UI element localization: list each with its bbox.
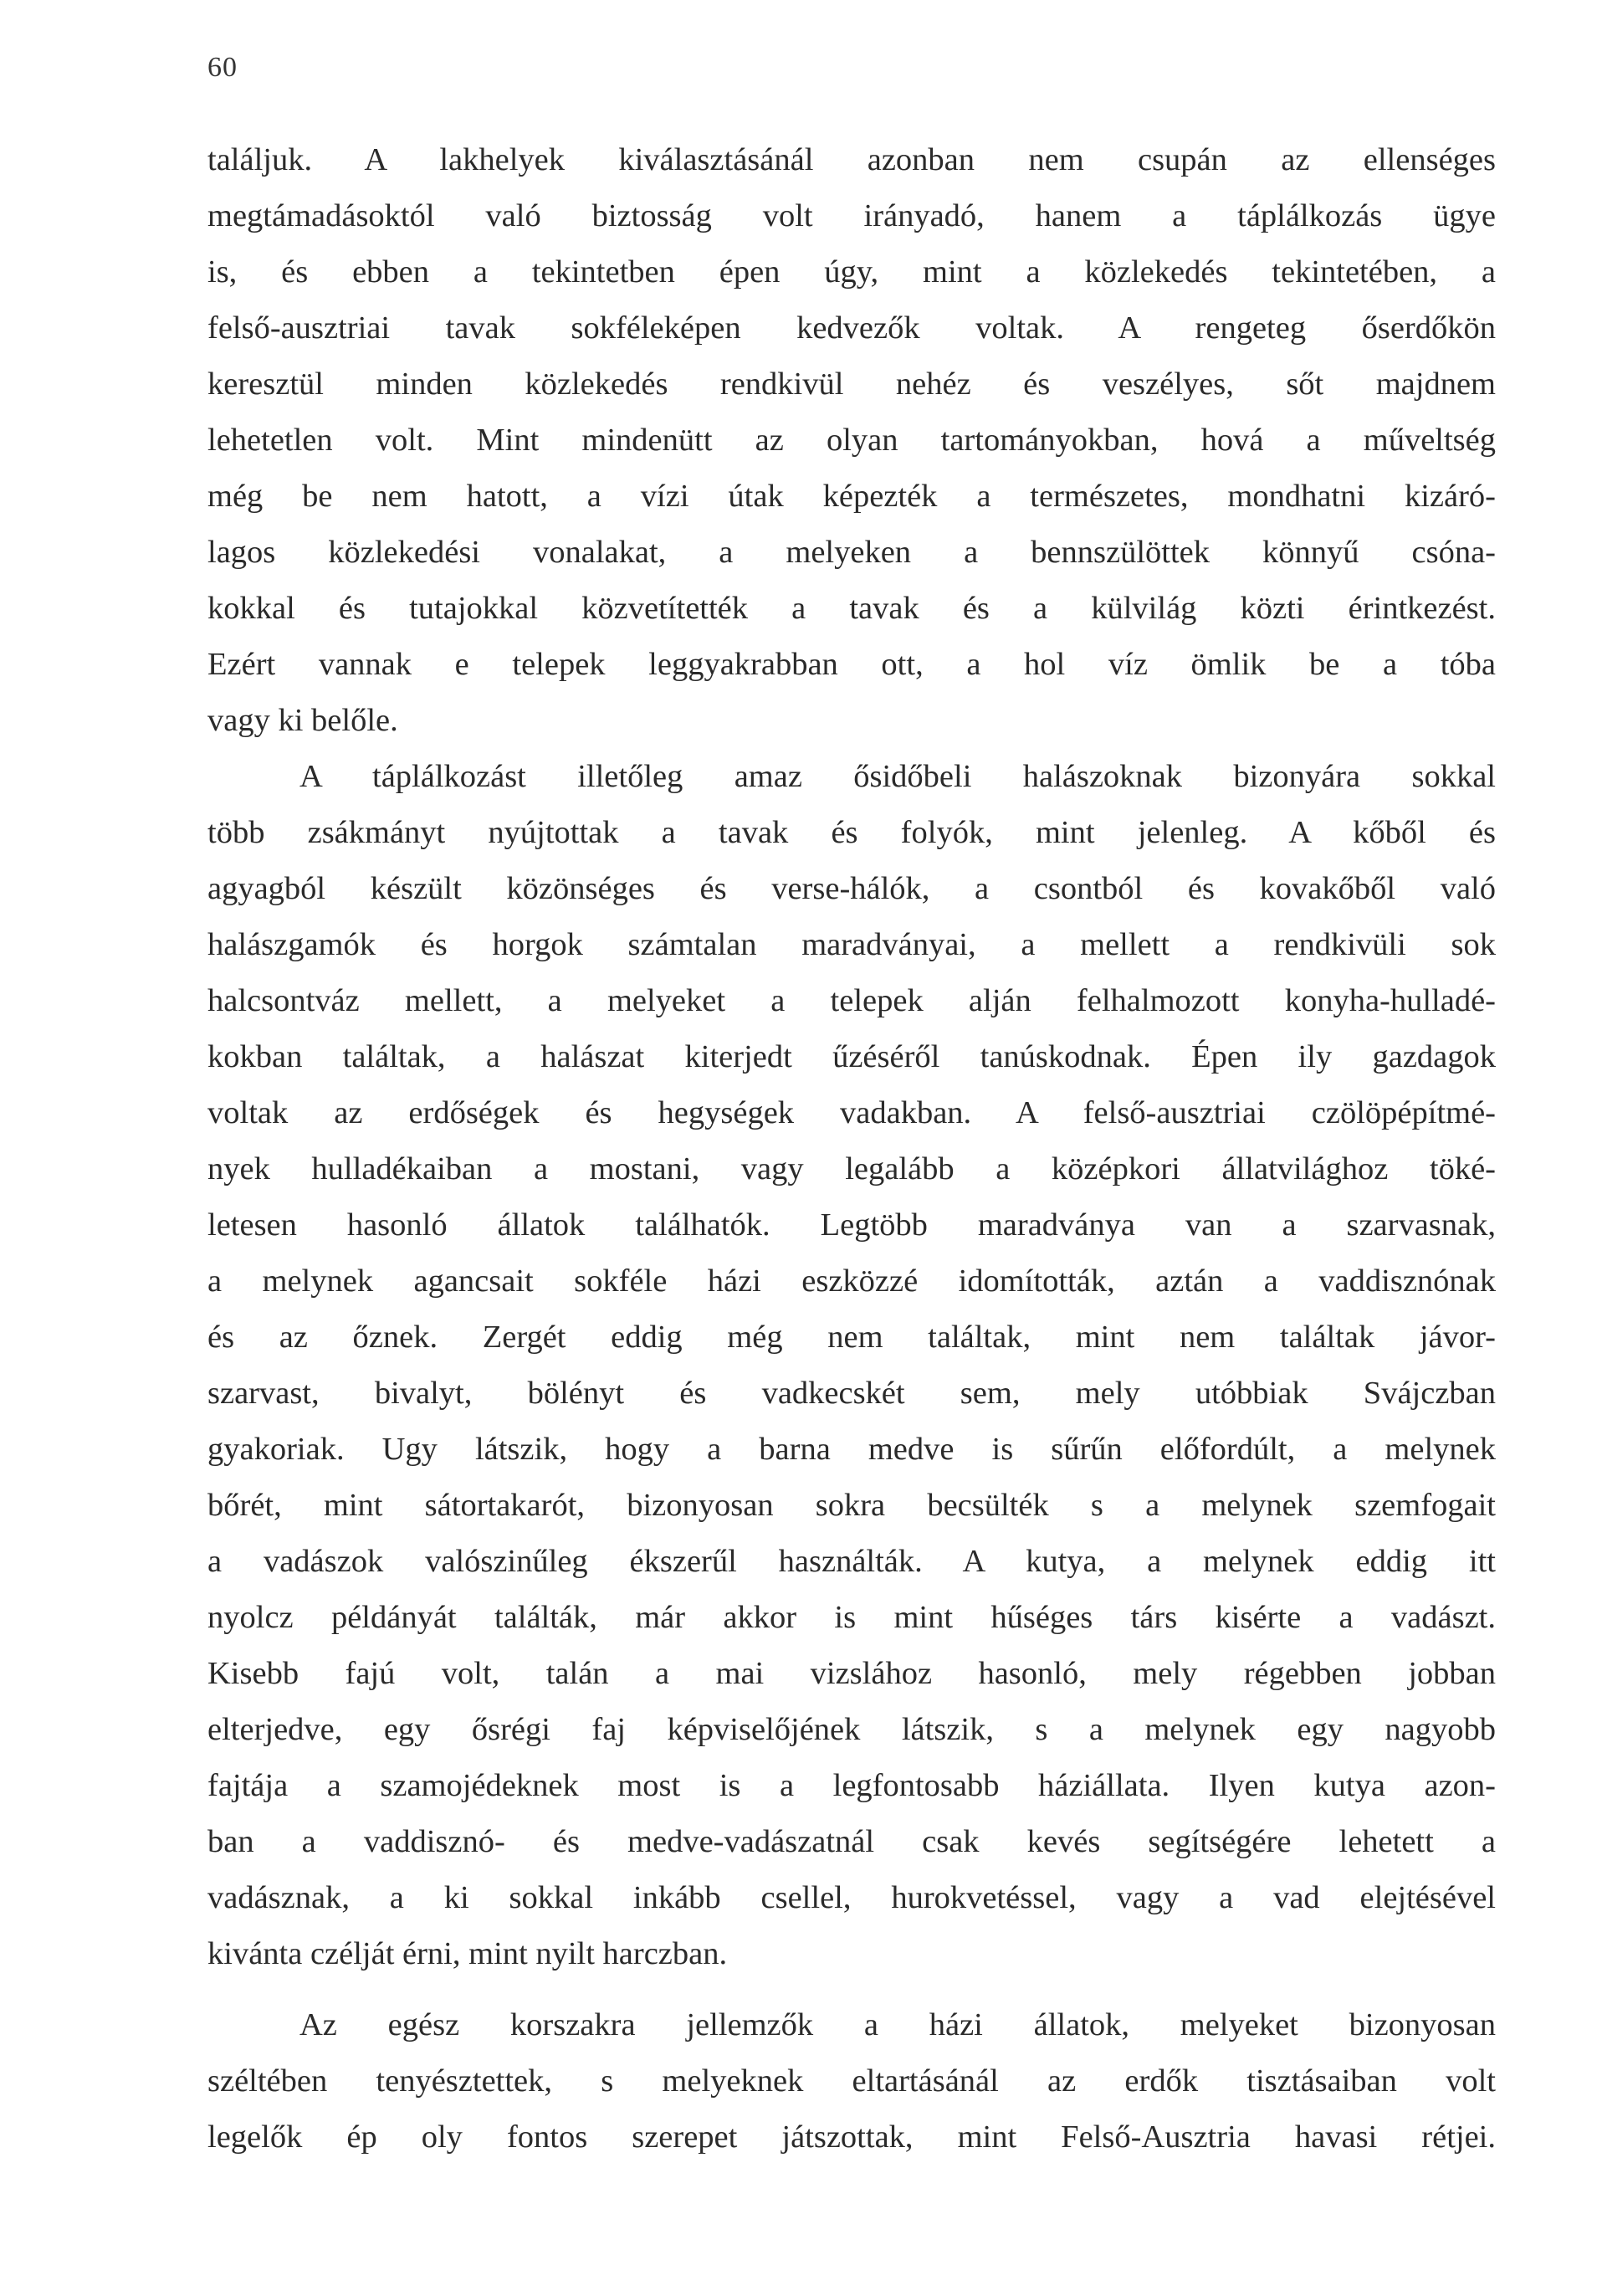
text-line: felső-ausztriai tavak sokféleképen kedvezők voltak. A rengeteg őserdőkön	[207, 310, 1496, 346]
text-line: még be nem hatott, a vízi útak képezték a természetes, mondhatni kizáró-	[207, 479, 1496, 514]
text-line: voltak az erdőségek és hegységek vadakban. A felső-ausztriai czölöpépítmé-	[207, 1095, 1496, 1130]
text-line: a melynek agancsait sokféle házi eszközzé idomították, aztán a vaddisznónak	[207, 1263, 1496, 1299]
text-line: halászgamók és horgok számtalan maradványai, a mellett a rendkivüli sok	[207, 927, 1496, 962]
text-line: kokkal és tutajokkal közvetítették a tavak és a külvilág közti érintkezést.	[207, 591, 1496, 626]
text-line: kivánta czélját érni, mint nyilt harczban.	[207, 1936, 728, 1971]
text-line: letesen hasonló állatok találhatók. Legtöbb maradványa van a szarvasnak,	[207, 1207, 1496, 1243]
page-number: 60	[207, 52, 238, 83]
text-line: és az őznek. Zergét eddig még nem találtak, mint nem találtak jávor-	[207, 1320, 1496, 1355]
text-line: széltében tenyésztettek, s melyeknek eltartásánál az erdők tisztásaiban volt	[207, 2063, 1496, 2099]
paragraph-spacer	[207, 1982, 1496, 1997]
page-body	[207, 132, 1496, 2165]
text-line: Kisebb fajú volt, talán a mai vizslához hasonló, mely régebben jobban	[207, 1656, 1496, 1691]
text-line: vagy ki belőle.	[207, 703, 398, 738]
text-line: agyagból készült közönséges és verse-hálók, a csontból és kovakőből való	[207, 871, 1496, 906]
text-line: Az egész korszakra jellemzők a házi állatok, melyeket bizonyosan	[299, 2007, 1496, 2042]
text-line: a vadászok valószinűleg ékszerűl használták. A kutya, a melynek eddig itt	[207, 1544, 1496, 1579]
text-line: keresztül minden közlekedés rendkivül nehéz és veszélyes, sőt majdnem	[207, 366, 1496, 402]
text-line: kokban találtak, a halászat kiterjedt űzéséről tanúskodnak. Épen ily gazdagok	[207, 1039, 1496, 1074]
text-line: több zsákmányt nyújtottak a tavak és folyók, mint jelenleg. A kőből és	[207, 815, 1496, 850]
text-line: megtámadásoktól való biztosság volt irányadó, hanem a táplálkozás ügye	[207, 198, 1496, 233]
text-line: A táplálkozást illetőleg amaz ősidőbeli halászoknak bizonyára sokkal	[299, 759, 1496, 794]
paragraph-2	[207, 749, 1496, 1982]
text-line: vadásznak, a ki sokkal inkább csellel, hurokvetéssel, vagy a vad elejtésével	[207, 1880, 1496, 1915]
paragraph-1	[207, 132, 1496, 749]
text-line: ban a vaddisznó- és medve-vadászatnál csak kevés segítségére lehetett a	[207, 1824, 1496, 1859]
text-line: szarvast, bivalyt, bölényt és vadkecskét sem, mely utóbbiak Svájczban	[207, 1376, 1496, 1411]
text-line: nyek hulladékaiban a mostani, vagy legalább a középkori állatvilághoz töké-	[207, 1151, 1496, 1186]
text-line: fajtája a szamojédeknek most is a legfontosabb háziállata. Ilyen kutya azon-	[207, 1768, 1496, 1803]
text-line: legelők ép oly fontos szerepet játszottak, mint Felső-Ausztria havasi rétjei.	[207, 2119, 1496, 2155]
text-line: gyakoriak. Ugy látszik, hogy a barna medve is sűrűn előfordúlt, a melynek	[207, 1432, 1496, 1467]
text-line: találjuk. A lakhelyek kiválasztásánál azonban nem csupán az ellenséges	[207, 142, 1496, 177]
text-line: lehetetlen volt. Mint mindenütt az olyan tartományokban, hová a műveltség	[207, 423, 1496, 458]
text-line: nyolcz példányát találták, már akkor is mint hűséges társ kisérte a vadászt.	[207, 1600, 1496, 1635]
text-line: bőrét, mint sátortakarót, bizonyosan sokra becsülték s a melynek szemfogait	[207, 1488, 1496, 1523]
text-line: lagos közlekedési vonalakat, a melyeken a bennszülöttek könnyű csóna-	[207, 535, 1496, 570]
text-line: Ezért vannak e telepek leggyakrabban ott, a hol víz ömlik be a tóba	[207, 647, 1496, 682]
text-line: is, és ebben a tekintetben épen úgy, mint a közlekedés tekintetében, a	[207, 254, 1496, 290]
text-line: elterjedve, egy ősrégi faj képviselőjének látszik, s a melynek egy nagyobb	[207, 1712, 1496, 1747]
paragraph-3	[207, 1997, 1496, 2165]
text-line: halcsontváz mellett, a melyeket a telepek alján felhalmozott konyha-hulladé-	[207, 983, 1496, 1018]
